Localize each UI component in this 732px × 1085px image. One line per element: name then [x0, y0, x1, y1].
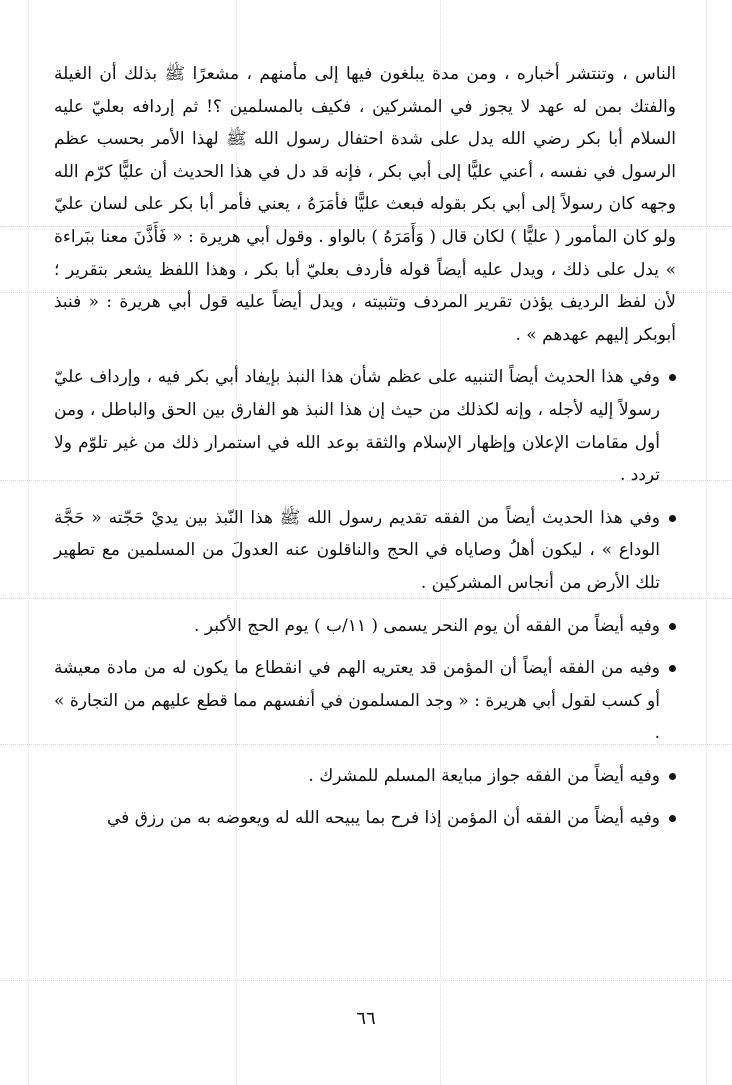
- list-item: [54, 802, 676, 835]
- page-number: ٦٦: [356, 1008, 376, 1029]
- list-item-text: وفيه أيضاً من الفقه أن يوم النحر يسمى ( ١١/ب ) يوم الحج الأكبر .: [194, 615, 660, 636]
- guide-line: [706, 0, 707, 1085]
- page-body: [54, 58, 676, 835]
- list-item-text: وفيه أيضاً من الفقه أن المؤمن إذا فرح بما يبيحه الله له ويعوضه به من رزق في: [107, 808, 660, 829]
- list-item-text: وفي هذا الحديث أيضاً من الفقه تقديم رسول الله ﷺ هذا النّبذ بين يديْ حَجّته « حَجَّة الوداع » ، ليكون أهلُ وصاياه في الحج والناقلون عنه العدولَ من المسلمين مع تطهير تلك الأرض من أنجاس المشركين .: [54, 507, 660, 593]
- bullet-dot-icon: [669, 623, 676, 630]
- bullet-dot-icon: [669, 815, 676, 822]
- bullet-dot-icon: [669, 374, 676, 381]
- list-item: [54, 502, 676, 600]
- body-paragraph: الناس ، وتنتشر أخباره ، ومن مدة يبلغون فيها إلى مأمنهم ، مشعرًا ﷺ بذلك أن الغيلة والفتك بمن له عهد لا يجوز في المشركين ، فكيف بالمسلمين ؟! ثم إردافه بعليّ عليه السلام أبا بكر رضي الله يدل على شدة احتفال رسول الله ﷺ لهذا الأمر بحسب عظم الرسول في نفسه ، أعني عليًّا إلى أبي بكر ، فإنه قد دل في هذا الحديث أن عليًّا كرّم الله وجهه كان رسولاً إلى أبي بكر بقوله فبعث عليًّا فأمَرَهُ ، يعني فأمر أبا بكر على لسان عليّ ولو كان المأمور ( عليًّا ) لكان قال ( وَأَمَرَهُ ) بالواو . وقول أبي هريرة : « فَأَذَّنَ معنا ببَراءة » يدل على ذلك ، ويدل عليه أيضاً قوله فأردف بعليّ أبا بكر ، وهذا اللفظ يشعر بتقرير ؛ لأن لفظ الرديف يؤذن تقرير المردف وتثبيته ، ويدل أيضاً عليه قول أبي هريرة : « فنبذ أبوبكر إليهم عهدهم » .: [54, 64, 676, 345]
- list-item: [54, 652, 676, 750]
- list-item-text: وفي هذا الحديث أيضاً التنبيه على عظم شأن هذا النبذ بإيفاد أبي بكر فيه ، وإرداف عليّ رسولاً إليه لأجله ، وإنه لكذلك من حيث إن هذا النبذ هو الفارق بين الحق والباطل ، ومن أول مقامات الإعلان وإظهار الإسلام والثقة بوعد الله في استمرار ذلك من غير تلوّم ولا تردد .: [54, 367, 660, 486]
- list-item-text: وفيه من الفقه أيضاً أن المؤمن قد يعتريه الهم في انقطاع ما يكون له من مادة معيشة أو كسب لقول أبي هريرة : « وجد المسلمون في أنفسهم مما قطع عليهم من التجارة » .: [54, 658, 660, 744]
- bullet-dot-icon: [669, 773, 676, 780]
- bullet-dot-icon: [669, 665, 676, 672]
- guide-line: [0, 980, 732, 981]
- list-item: [54, 760, 676, 793]
- list-item: [54, 610, 676, 643]
- bullet-dot-icon: [669, 515, 676, 522]
- guide-line: [28, 0, 29, 1085]
- list-item: [54, 361, 676, 491]
- list-item-text: وفيه أيضاً من الفقه جواز مبايعة المسلم للمشرك .: [308, 765, 660, 786]
- bullet-list: [54, 361, 676, 835]
